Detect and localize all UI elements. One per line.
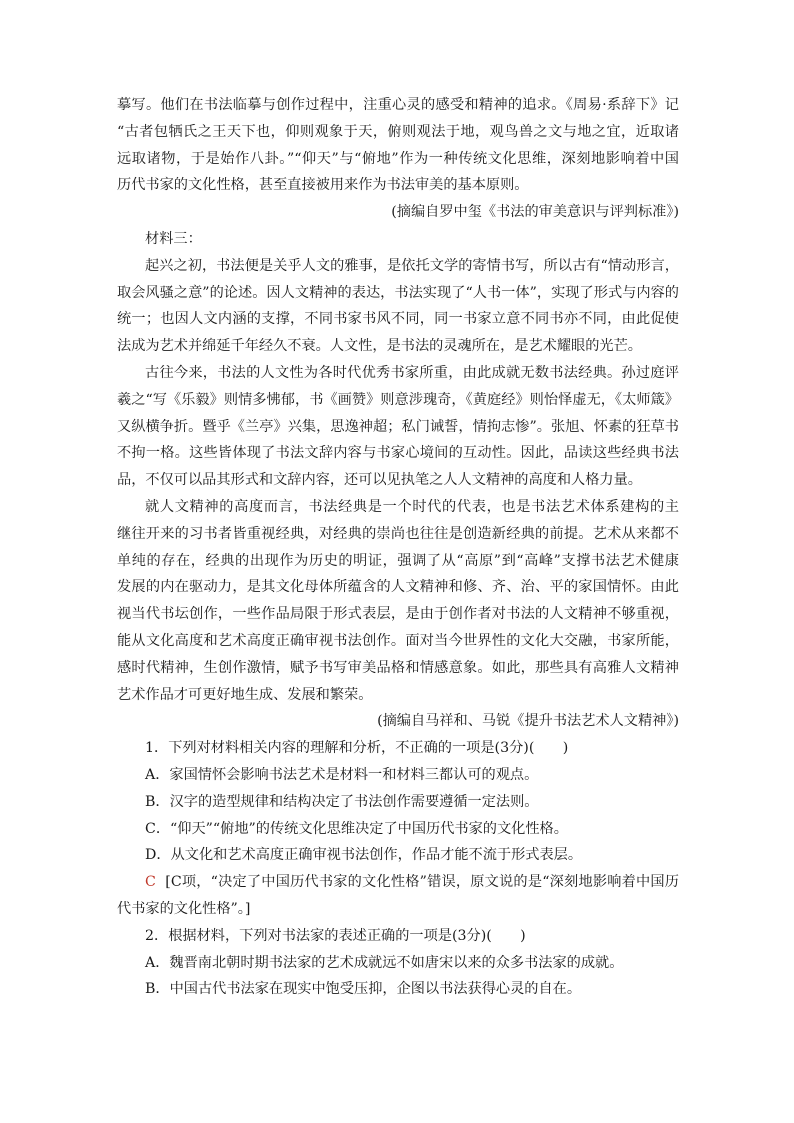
text-line: 就人文精神的高度而言，书法经典是一个时代的代表，也是书法艺术体系建构的主 [145, 498, 679, 515]
question-option: A．家国情怀会影响书法艺术是材料一和材料三都认可的观点。 [145, 766, 539, 783]
explanation-text: [C项，“决定了中国历代书家的文化性格”错误，原文说的是“深刻地影响着中国历 [165, 874, 679, 891]
question-option: A．魏晋南北朝时期书法家的艺术成就远不如唐宋以来的众多书法家的成就。 [145, 954, 624, 971]
text-line: 羲之“写《乐毅》则情多怫郁，书《画赞》则意涉瑰奇，《黄庭经》则怡怿虚无，《太师箴》 [117, 391, 679, 408]
answer-explanation [117, 869, 679, 896]
material2-paragraph [117, 92, 679, 199]
question-option: B．中国古代书法家在现实中饱受压抑，企图以书法获得心灵的自在。 [145, 981, 582, 998]
question-1 [117, 735, 679, 923]
text-line: “古者包牺氏之王天下也，仰则观象于天，俯则观法于地，观鸟兽之文与地之宜，近取诸 [117, 123, 679, 140]
question-option: C．“仰天”“俯地”的传统文化思维决定了中国历代书家的文化性格。 [145, 820, 568, 837]
question-stem: 1．下列对材料相关内容的理解和分析，不正确的一项是(3分)( ) [145, 740, 569, 757]
text-line: 发展的内在驱动力，是其文化母体所蕴含的人文精神和修、齐、治、平的家国情怀。由此 [117, 579, 679, 596]
answer-letter: C [145, 874, 156, 891]
material3-heading: 材料三： [145, 230, 202, 247]
text-line: 取会风骚之意”的论述。因人文精神的表达，书法实现了“人书一体”，实现了形式与内容的 [117, 284, 679, 301]
text-line: 继往开来的习书者皆重视经典，对经典的崇尚也往往是创造新经典的前提。艺术从来都不 [117, 525, 679, 542]
text-line: 古往今来，书法的人文性为各时代优秀书家所重，由此成就无数书法经典。孙过庭评 [145, 364, 679, 381]
answer-explanation-cont: 代书家的文化性格”。] [117, 900, 251, 917]
text-line: 不拘一格。这些皆体现了书法文辞内容与书家心境间的互动性。因此，品读这些经典书法 [117, 445, 679, 462]
text-line: 感时代精神，生创作激情，赋予书写审美品格和情感意象。如此，那些具有高雅人文精神 [117, 659, 679, 676]
question-option: B．汉字的造型规律和结构决定了书法创作需要遵循一定法则。 [145, 793, 539, 810]
text-line: 能从文化高度和艺术高度正确审视书法创作。面对当今世界性的文化大交融，书家所能， [117, 632, 679, 649]
text-line: 单纯的存在，经典的出现作为历史的明证，强调了从“高原”到“高峰”支撑书法艺术健康 [117, 552, 679, 569]
material2-source: (摘编自罗中玺《书法的审美意识与评判标准》) [391, 204, 679, 221]
material3-source: (摘编自马祥和、马锐《提升书法艺术人文精神》) [377, 713, 679, 730]
text-line: 远取诸物，于是始作八卦。”“仰天”与“俯地”作为一种传统文化思维，深刻地影响着中国 [117, 150, 679, 167]
material3-paragraph-2 [117, 360, 679, 494]
question-stem: 2．根据材料，下列对书法家的表述正确的一项是(3分)( ) [145, 927, 526, 944]
material3-paragraph-1 [117, 253, 679, 360]
text-line: 起兴之初，书法便是关乎人文的雅事，是依托文学的寄情书写，所以古有“情动形言， [145, 257, 679, 274]
text-line: 法成为艺术并绵延千年经久不衰。人文性，是书法的灵魂所在，是艺术耀眼的光芒。 [117, 338, 642, 355]
text-line: 艺术作品才可更好地生成、发展和繁荣。 [117, 686, 373, 703]
question-2 [117, 923, 679, 1003]
material3-paragraph-3 [117, 494, 679, 708]
question-option: D．从文化和艺术高度正确审视书法创作，作品才能不流于形式表层。 [145, 847, 583, 864]
document-body [117, 92, 679, 1003]
text-line: 视当代书坛创作，一些作品局限于形式表层，是由于创作者对书法的人文精神不够重视， [117, 606, 679, 623]
text-line: 历代书家的文化性格，甚至直接被用来作为书法审美的基本原则。 [117, 177, 529, 194]
text-line: 品，不仅可以品其形式和文辞内容，还可以见执笔之人人文精神的高度和人格力量。 [117, 472, 642, 489]
text-line: 摹写。他们在书法临摹与创作过程中，注重心灵的感受和精神的追求。《周易·系辞下》记 [117, 97, 679, 113]
text-line: 又纵横争折。暨乎《兰亭》兴集，思逸神超；私门诫誓，情拘志惨”。张旭、怀素的狂草书 [117, 418, 679, 435]
text-line: 统一；也因人文内涵的支撑，不同书家书风不同，同一书家立意不同书亦不同，由此促使 [117, 311, 679, 328]
